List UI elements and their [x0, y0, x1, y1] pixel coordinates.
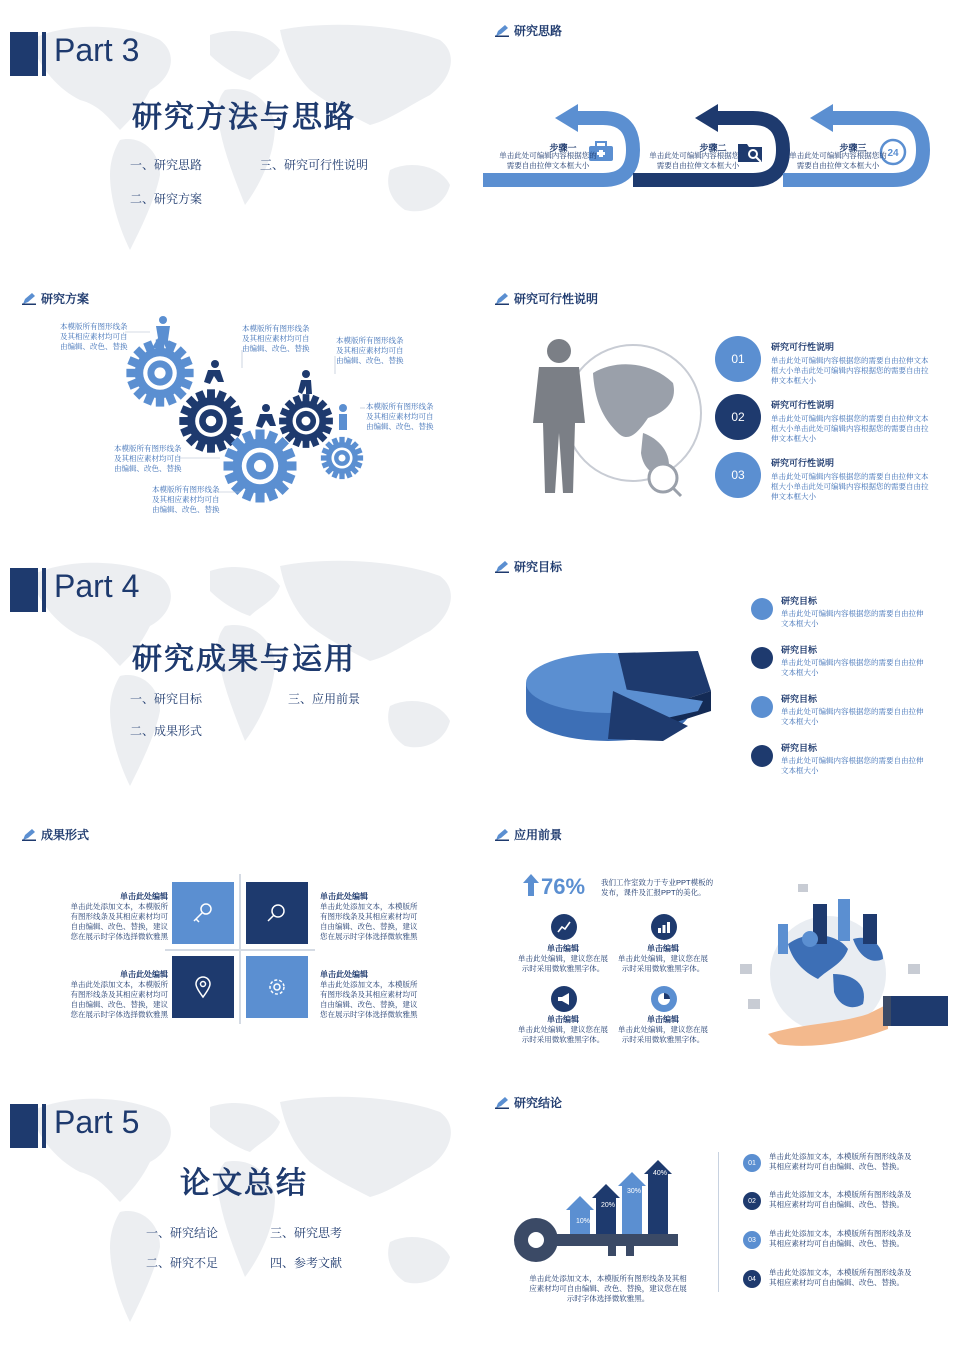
megaphone-icon: [551, 986, 577, 1012]
number-badge: 03: [715, 452, 761, 498]
divider: [718, 1152, 719, 1292]
key-growth-illustration: [508, 1152, 698, 1272]
location-tile: [172, 956, 234, 1018]
goal-item: 研究目标 单击此处可编辑内容根据您的需要自由拉伸 文本框大小: [781, 694, 924, 726]
toc-item: 二、成果形式: [130, 724, 203, 738]
toc-item: 三、研究可行性说明: [260, 158, 369, 172]
gear-note: 本模版所有图形线条 及其相应素材均可自 由编辑、改色、替换: [60, 322, 128, 351]
result-text-block: 单击此处编辑 单击此处添加文本，本模版所 有图形线条及其相应素材均可 自由编辑、改色、替换，建议 您在展示时字体选择微软雅黑: [320, 892, 418, 941]
gear-note: 本模版所有图形线条 及其相应素材均可自 由编辑、改色、替换: [114, 444, 182, 473]
step-label: 步骤三: [839, 143, 867, 153]
conclusion-item: 单击此处添加文本，本模版所有图形线条及 其相应素材均可自由编辑、改色、替换。: [769, 1190, 912, 1209]
slide-header-label: 研究可行性说明: [514, 292, 599, 306]
slide-header: [495, 826, 562, 843]
number-badge: 01: [715, 336, 761, 382]
toc-item: 三、应用前景: [288, 692, 361, 706]
step-label: 步骤二: [699, 143, 727, 153]
part-marker-line: [42, 1104, 46, 1148]
slide-application-prospects: [483, 814, 951, 1072]
slide-research-goals: [483, 546, 951, 804]
number-badge: 04: [743, 1270, 761, 1288]
svg-text:24: 24: [887, 148, 899, 159]
slide-header-label: 研究思路: [514, 24, 563, 38]
result-text-block: 单击此处编辑 单击此处添加文本，本模版所 有图形线条及其相应素材均可 自由编辑、改色、替换，建议 您在展示时字体选择微软雅黑: [320, 970, 418, 1019]
goal-item: 研究目标 单击此处可编辑内容根据您的需要自由拉伸 文本框大小: [781, 596, 924, 628]
toc-item: 三、研究思考: [270, 1226, 343, 1240]
goal-dot: [751, 598, 773, 620]
step-desc: 单击此处可编辑内容根据您的 需要自由拉伸文本框大小: [499, 151, 597, 170]
percent-stat: 76%: [541, 874, 586, 899]
step-desc: 单击此处可编辑内容根据您的 需要自由拉伸文本框大小: [649, 151, 747, 170]
part-title: Part 5: [54, 1104, 140, 1140]
slide-feasibility: [483, 278, 951, 536]
pen-icon: [495, 1097, 509, 1109]
search-tile: [246, 882, 308, 944]
slide-research-approach: [483, 10, 951, 268]
part-marker: [10, 1104, 38, 1148]
part-marker-line: [42, 568, 46, 612]
prospect-item: 单击编辑 单击此处编辑，建议您在展 示时采用微软雅黑字体。: [618, 1015, 708, 1044]
toc-item: 一、研究思路: [130, 158, 203, 172]
conclusion-item: 单击此处添加文本，本模版所有图形线条及 其相应素材均可自由编辑、改色、替换。: [769, 1229, 912, 1248]
location-pin-icon: [191, 975, 215, 999]
part-marker-line: [42, 32, 46, 76]
slide-part-5: [10, 1082, 478, 1340]
pen-icon: [495, 829, 509, 841]
intro-text: 我们工作室致力于专业PPT模板的 发布，课件及汇报PPT的美化。: [601, 878, 714, 897]
bar-label: 30%: [627, 1188, 642, 1195]
number-badge: 02: [743, 1192, 761, 1210]
slide-header-label: 研究目标: [514, 560, 563, 574]
slide-header: [495, 558, 562, 575]
slide-research-plan: [10, 278, 478, 536]
goal-item: 研究目标 单击此处可编辑内容根据您的需要自由拉伸 文本框大小: [781, 645, 924, 677]
bar-label: 20%: [601, 1202, 616, 1209]
slide-header-label: 成果形式: [41, 828, 90, 842]
toc-item: 四、参考文献: [270, 1256, 343, 1270]
bar-label: 10%: [576, 1218, 591, 1225]
goal-dot: [751, 696, 773, 718]
prospect-item: 单击编辑 单击此处编辑，建议您在展 示时采用微软雅黑字体。: [518, 944, 608, 973]
axis-horizontal: [165, 949, 315, 951]
goal-dot: [751, 647, 773, 669]
slide-header: [495, 22, 562, 39]
key-icon: [191, 901, 215, 925]
search-icon: [265, 901, 289, 925]
pen-icon: [22, 829, 36, 841]
result-text-block: 单击此处编辑 单击此处添加文本，本模版所 有图形线条及其相应素材均可 自由编辑、改色、替换，建议 您在展示时字体选择微软雅黑: [70, 970, 168, 1019]
section-title: 研究成果与运用: [132, 643, 356, 676]
prospect-item: 单击编辑 单击此处编辑，建议您在展 示时采用微软雅黑字体。: [518, 1015, 608, 1044]
goal-item: 研究目标 单击此处可编辑内容根据您的需要自由拉伸 文本框大小: [781, 743, 924, 775]
pie-icon: [651, 986, 677, 1012]
slide-header: [495, 290, 598, 307]
number-badge: 02: [715, 394, 761, 440]
slide-part-3: [10, 10, 478, 268]
gear-note: 本模版所有图形线条 及其相应素材均可自 由编辑、改色、替换: [242, 324, 310, 353]
slide-header-label: 应用前景: [514, 828, 563, 842]
part-title: Part 3: [54, 32, 140, 68]
slide-part-4: [10, 546, 478, 804]
goal-dot: [751, 745, 773, 767]
feasibility-item: 研究可行性说明 单击此处可编辑内容根据您的需要自由拉伸文本 框大小单击此处可编辑内容根据您的需要自由拉 伸文本框大小: [771, 458, 929, 501]
gear-icon: [265, 975, 289, 999]
part-marker: [10, 568, 38, 612]
slide-results-form: [10, 814, 478, 1072]
pen-icon: [495, 25, 509, 37]
pen-icon: [495, 561, 509, 573]
number-badge: 03: [743, 1231, 761, 1249]
chart-up-icon: [551, 914, 577, 940]
conclusion-item: 单击此处添加文本，本模版所有图形线条及 其相应素材均可自由编辑、改色、替换。: [769, 1152, 912, 1171]
feasibility-item: 研究可行性说明 单击此处可编辑内容根据您的需要自由拉伸文本 框大小单击此处可编辑内容根据您的需要自由拉 伸文本框大小: [771, 400, 929, 443]
pen-icon: [495, 293, 509, 305]
gear-note: 本模版所有图形线条 及其相应素材均可自 由编辑、改色、替换: [152, 485, 220, 514]
conclusion-caption: 单击此处添加文本，本模版所有图形线条及其相 应素材均可自由编辑、改色、替换，建议您在展 示时字体选择微软雅黑。: [529, 1274, 687, 1303]
part-title: Part 4: [54, 568, 140, 604]
gear-note: 本模版所有图形线条 及其相应素材均可自 由编辑、改色、替换: [336, 336, 404, 365]
part-marker: [10, 32, 38, 76]
pie-3d-chart: [523, 631, 723, 751]
trend-icon: [651, 914, 677, 940]
toc-item: 二、研究不足: [146, 1256, 219, 1270]
slide-header-label: 研究方案: [41, 292, 90, 306]
key-tile: [172, 882, 234, 944]
settings-tile: [246, 956, 308, 1018]
slide-header: [495, 1094, 562, 1111]
feasibility-item: 研究可行性说明 单击此处可编辑内容根据您的需要自由拉伸文本 框大小单击此处可编辑内容根据您的需要自由拉 伸文本框大小: [771, 342, 929, 385]
section-title: 研究方法与思路: [132, 101, 356, 134]
step-desc: 单击此处可编辑内容根据您的 需要自由拉伸文本框大小: [789, 151, 887, 170]
businessman-globe-illustration: [523, 333, 703, 503]
toc-item: 一、研究结论: [146, 1226, 219, 1240]
globe-hand-illustration: [738, 884, 948, 1054]
gear-note: 本模版所有图形线条 及其相应素材均可自 由编辑、改色、替换: [366, 402, 434, 431]
bar-label: 40%: [653, 1170, 668, 1177]
slide-header: [22, 826, 89, 843]
step-label: 步骤一: [549, 143, 577, 153]
slide-conclusion: [483, 1082, 951, 1340]
prospect-item: 单击编辑 单击此处编辑，建议您在展 示时采用微软雅黑字体。: [618, 944, 708, 973]
number-badge: 01: [743, 1154, 761, 1172]
section-title: 论文总结: [180, 1167, 308, 1200]
conclusion-item: 单击此处添加文本，本模版所有图形线条及 其相应素材均可自由编辑、改色、替换。: [769, 1268, 912, 1287]
arrow-up-icon: [523, 874, 539, 896]
slide-header-label: 研究结论: [514, 1096, 563, 1110]
toc-item: 一、研究目标: [130, 692, 203, 706]
toc-item: 二、研究方案: [130, 192, 203, 206]
result-text-block: 单击此处编辑 单击此处添加文本，本模版所 有图形线条及其相应素材均可 自由编辑、改色、替换，建议 您在展示时字体选择微软雅黑: [70, 892, 168, 941]
